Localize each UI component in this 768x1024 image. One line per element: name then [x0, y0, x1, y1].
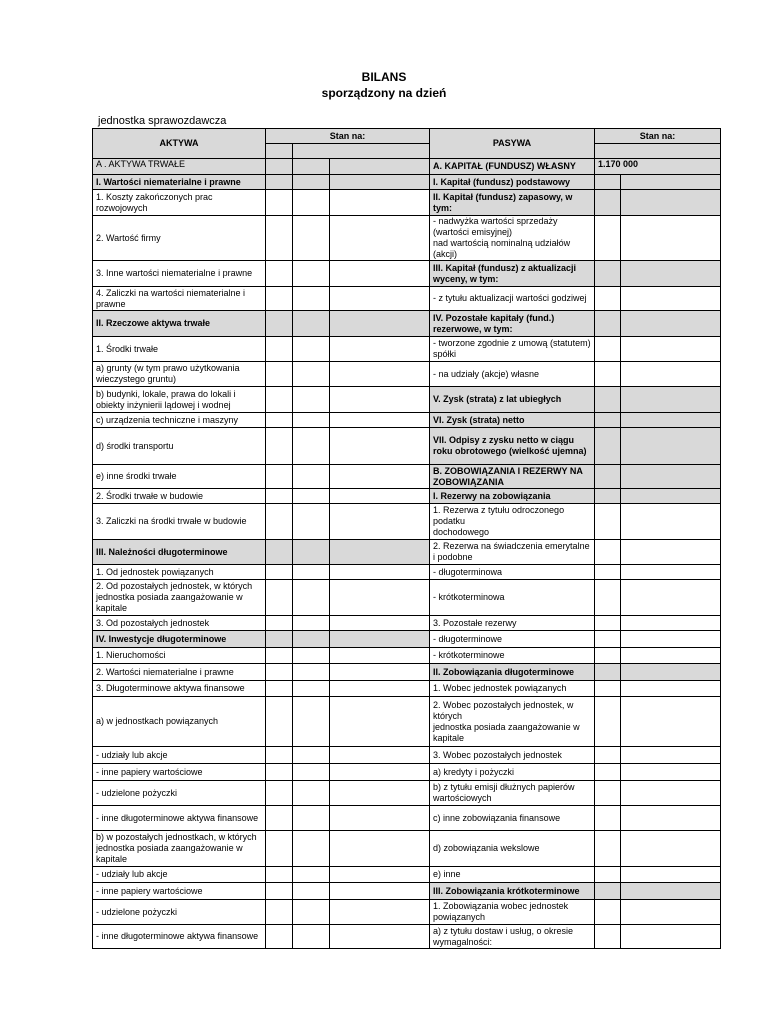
- pasywa-value-cell: [621, 489, 721, 504]
- aktywa-label: d) środki transportu: [93, 428, 266, 465]
- pasywa-value-cell: [621, 337, 721, 362]
- pasywa-value-cell: [621, 781, 721, 806]
- pasywa-label: I. Kapitał (fundusz) podstawowy: [430, 175, 595, 190]
- pasywa-header: PASYWA: [430, 129, 595, 159]
- aktywa-note-cell: [266, 747, 293, 764]
- aktywa-value-cell: [330, 190, 430, 216]
- aktywa-note-cell: [266, 311, 293, 337]
- aktywa-value-cell: [330, 883, 430, 900]
- aktywa-value-cell: [330, 504, 430, 540]
- pasywa-note-cell: [595, 697, 621, 747]
- aktywa-note-cell: [266, 413, 293, 428]
- aktywa-value-cell: [330, 925, 430, 949]
- pasywa-label: 3. Wobec pozostałych jednostek: [430, 747, 595, 764]
- aktywa-note-cell: [266, 465, 293, 489]
- pasywa-label: V. Zysk (strata) z lat ubiegłych: [430, 387, 595, 413]
- table-row: [93, 159, 721, 175]
- pasywa-value-cell: [621, 580, 721, 616]
- pasywa-label: - długoterminowa: [430, 565, 595, 580]
- pasywa-value-cell: [621, 925, 721, 949]
- pasywa-note-cell: [595, 428, 621, 465]
- pasywa-value-cell: [621, 806, 721, 831]
- aktywa-note-cell: [266, 883, 293, 900]
- pasywa-label: A. KAPITAŁ (FUNDUSZ) WŁASNY: [430, 159, 595, 175]
- aktywa-value-cell: [330, 867, 430, 883]
- aktywa-note-cell: [266, 565, 293, 580]
- aktywa-note-cell: [266, 216, 293, 261]
- aktywa-note-cell: [266, 337, 293, 362]
- table-row: [93, 925, 721, 949]
- aktywa-label: IV. Inwestycje długoterminowe: [93, 631, 266, 648]
- aktywa-note-cell: [266, 489, 293, 504]
- pasywa-note-cell: [595, 175, 621, 190]
- table-row: [93, 337, 721, 362]
- aktywa-label: - inne długoterminowe aktywa finansowe: [93, 806, 266, 831]
- aktywa-date-cell: [266, 144, 293, 159]
- pasywa-label: 1. Zobowiązania wobec jednostek powiązanych: [430, 900, 595, 925]
- table-row: [93, 540, 721, 565]
- aktywa-note-cell: [266, 681, 293, 697]
- pasywa-value-cell: [621, 387, 721, 413]
- table-row: [93, 465, 721, 489]
- pasywa-value-cell: [621, 428, 721, 465]
- table-row: [93, 428, 721, 465]
- aktywa-value-cell: [293, 648, 330, 664]
- pasywa-label: VII. Odpisy z zysku netto w ciągu roku obrotowego (wielkość ujemna): [430, 428, 595, 465]
- table-row: [93, 216, 721, 261]
- pasywa-note-cell: [595, 261, 621, 287]
- aktywa-value-cell: [330, 831, 430, 867]
- aktywa-stan-na-header: Stan na:: [266, 129, 430, 144]
- aktywa-value-cell: [293, 764, 330, 781]
- pasywa-label: - tworzone zgodnie z umową (statutem) spółki: [430, 337, 595, 362]
- aktywa-label: b) budynki, lokale, prawa do lokali i obiekty inżynierii lądowej i wodnej: [93, 387, 266, 413]
- table-row: [93, 631, 721, 648]
- pasywa-value-cell: [621, 867, 721, 883]
- pasywa-value-cell: [621, 764, 721, 781]
- pasywa-note-cell: [595, 190, 621, 216]
- pasywa-value-cell: [621, 648, 721, 664]
- aktywa-value-cell: [330, 631, 430, 648]
- header-row: [93, 129, 721, 144]
- aktywa-value-cell: [293, 428, 330, 465]
- table-row: [93, 489, 721, 504]
- aktywa-value-cell: [293, 681, 330, 697]
- aktywa-value-cell: [293, 900, 330, 925]
- aktywa-label: 2. Wartość firmy: [93, 216, 266, 261]
- pasywa-value-cell: 1.170 000: [595, 159, 721, 175]
- pasywa-value-cell: [621, 175, 721, 190]
- aktywa-note-cell: [266, 781, 293, 806]
- pasywa-note-cell: [595, 616, 621, 631]
- aktywa-value-cell: [330, 216, 430, 261]
- pasywa-value-cell: [621, 631, 721, 648]
- aktywa-label: - inne długoterminowe aktywa finansowe: [93, 925, 266, 949]
- pasywa-note-cell: [595, 831, 621, 867]
- aktywa-label: 4. Zaliczki na wartości niematerialne i prawne: [93, 287, 266, 311]
- pasywa-label: a) z tytułu dostaw i usług, o okresie wymagalności:: [430, 925, 595, 949]
- aktywa-note-cell: [266, 387, 293, 413]
- aktywa-value-cell: [330, 565, 430, 580]
- aktywa-label: 3. Inne wartości niematerialne i prawne: [93, 261, 266, 287]
- aktywa-note-cell: [266, 831, 293, 867]
- aktywa-value-cell: [293, 159, 330, 175]
- aktywa-label: I. Wartości niematerialne i prawne: [93, 175, 266, 190]
- table-row: [93, 287, 721, 311]
- document-subtitle: sporządzony na dzień: [321, 86, 447, 100]
- pasywa-label: a) kredyty i pożyczki: [430, 764, 595, 781]
- aktywa-value-cell: [330, 664, 430, 681]
- table-row: [93, 867, 721, 883]
- pasywa-note-cell: [595, 387, 621, 413]
- aktywa-value-cell: [330, 648, 430, 664]
- aktywa-value-cell: [330, 540, 430, 565]
- table-row: [93, 387, 721, 413]
- pasywa-note-cell: [595, 465, 621, 489]
- pasywa-label: B. ZOBOWIĄZANIA I REZERWY NA ZOBOWIĄZANIA: [430, 465, 595, 489]
- aktywa-value-cell: [293, 580, 330, 616]
- aktywa-label: b) w pozostałych jednostkach, w których jednostka posiada zaangażowanie w kapitale: [93, 831, 266, 867]
- table-row: [93, 664, 721, 681]
- pasywa-note-cell: [595, 580, 621, 616]
- reporting-unit-label: jednostka sprawozdawcza: [98, 115, 227, 127]
- pasywa-note-cell: [595, 216, 621, 261]
- pasywa-note-cell: [595, 747, 621, 764]
- pasywa-label: c) inne zobowiązania finansowe: [430, 806, 595, 831]
- pasywa-value-cell: [621, 261, 721, 287]
- pasywa-label: e) inne: [430, 867, 595, 883]
- aktywa-value-cell: [293, 664, 330, 681]
- aktywa-label: II. Rzeczowe aktywa trwałe: [93, 311, 266, 337]
- pasywa-value-cell: [621, 831, 721, 867]
- pasywa-label: - krótkoterminowe: [430, 648, 595, 664]
- aktywa-label: a) grunty (w tym prawo użytkowania wieczystego gruntu): [93, 362, 266, 387]
- pasywa-label: I. Rezerwy na zobowiązania: [430, 489, 595, 504]
- aktywa-note-cell: [266, 806, 293, 831]
- pasywa-value-cell: [621, 565, 721, 580]
- aktywa-value-cell: [293, 175, 330, 190]
- pasywa-stan-na-header: Stan na:: [595, 129, 721, 144]
- aktywa-value-cell: [293, 883, 330, 900]
- pasywa-label: 2. Rezerwa na świadczenia emerytalne i podobne: [430, 540, 595, 565]
- pasywa-note-cell: [595, 664, 621, 681]
- aktywa-label: 2. Od pozostałych jednostek, w których jednostka posiada zaangażowanie w kapitale: [93, 580, 266, 616]
- table-row: [93, 648, 721, 664]
- aktywa-value-cell: [330, 465, 430, 489]
- table-row: [93, 764, 721, 781]
- table-row: [93, 580, 721, 616]
- document-title: BILANS: [361, 70, 407, 84]
- pasywa-note-cell: [595, 648, 621, 664]
- aktywa-value-cell: [330, 489, 430, 504]
- aktywa-value-cell: [293, 867, 330, 883]
- aktywa-label: c) urządzenia techniczne i maszyny: [93, 413, 266, 428]
- aktywa-label: 2. Wartości niematerialne i prawne: [93, 664, 266, 681]
- pasywa-value-cell: [621, 681, 721, 697]
- aktywa-label: 2. Środki trwałe w budowie: [93, 489, 266, 504]
- aktywa-value-cell: [293, 616, 330, 631]
- aktywa-note-cell: [266, 287, 293, 311]
- aktywa-value-cell: [293, 489, 330, 504]
- aktywa-note-cell: [266, 900, 293, 925]
- aktywa-label: III. Należności długoterminowe: [93, 540, 266, 565]
- pasywa-note-cell: [595, 489, 621, 504]
- pasywa-note-cell: [595, 504, 621, 540]
- pasywa-note-cell: [595, 287, 621, 311]
- aktywa-label: - udziały lub akcje: [93, 867, 266, 883]
- table-row: [93, 697, 721, 747]
- table-row: [93, 175, 721, 190]
- aktywa-value-cell: [293, 504, 330, 540]
- table-row: [93, 504, 721, 540]
- pasywa-note-cell: [595, 337, 621, 362]
- aktywa-value-cell: [330, 781, 430, 806]
- pasywa-note-cell: [595, 311, 621, 337]
- aktywa-value-cell: [293, 362, 330, 387]
- aktywa-value-cell: [293, 925, 330, 949]
- table-row: [93, 362, 721, 387]
- aktywa-label: a) w jednostkach powiązanych: [93, 697, 266, 747]
- pasywa-note-cell: [595, 362, 621, 387]
- aktywa-label: A . AKTYWA TRWAŁE: [93, 159, 266, 175]
- pasywa-label: - długoterminowe: [430, 631, 595, 648]
- pasywa-label: VI. Zysk (strata) netto: [430, 413, 595, 428]
- table-row: [93, 781, 721, 806]
- aktywa-value-cell: [293, 631, 330, 648]
- pasywa-label: d) zobowiązania wekslowe: [430, 831, 595, 867]
- aktywa-value-cell: [330, 413, 430, 428]
- aktywa-note-cell: [266, 362, 293, 387]
- aktywa-value-cell: [330, 287, 430, 311]
- aktywa-note-cell: [266, 580, 293, 616]
- aktywa-label: 3. Od pozostałych jednostek: [93, 616, 266, 631]
- table-row: [93, 311, 721, 337]
- pasywa-value-cell: [621, 883, 721, 900]
- pasywa-note-cell: [595, 540, 621, 565]
- pasywa-value-cell: [621, 697, 721, 747]
- aktywa-value-cell: [330, 747, 430, 764]
- aktywa-value-cell: [330, 900, 430, 925]
- aktywa-note-cell: [266, 664, 293, 681]
- table-row: [93, 831, 721, 867]
- pasywa-note-cell: [595, 781, 621, 806]
- aktywa-value-cell: [293, 387, 330, 413]
- aktywa-label: - udziały lub akcje: [93, 747, 266, 764]
- pasywa-value-cell: [621, 465, 721, 489]
- aktywa-value-cell: [293, 465, 330, 489]
- aktywa-label: 1. Koszty zakończonych prac rozwojowych: [93, 190, 266, 216]
- aktywa-label: 1. Od jednostek powiązanych: [93, 565, 266, 580]
- table-row: [93, 883, 721, 900]
- aktywa-value-cell: [330, 428, 430, 465]
- aktywa-value-cell: [293, 565, 330, 580]
- aktywa-value-cell: [293, 216, 330, 261]
- aktywa-note-cell: [266, 175, 293, 190]
- aktywa-note-cell: [266, 504, 293, 540]
- pasywa-value-cell: [621, 413, 721, 428]
- aktywa-note-cell: [266, 190, 293, 216]
- aktywa-value-cell: [293, 190, 330, 216]
- pasywa-value-cell: [621, 747, 721, 764]
- aktywa-label: 1. Środki trwałe: [93, 337, 266, 362]
- aktywa-value-cell: [293, 287, 330, 311]
- aktywa-value-cell: [330, 616, 430, 631]
- pasywa-value-cell: [621, 900, 721, 925]
- table-row: [93, 616, 721, 631]
- pasywa-note-cell: [595, 806, 621, 831]
- pasywa-label: 3. Pozostałe rezerwy: [430, 616, 595, 631]
- pasywa-note-cell: [595, 631, 621, 648]
- aktywa-note-cell: [266, 764, 293, 781]
- pasywa-label: II. Zobowiązania długoterminowe: [430, 664, 595, 681]
- pasywa-value-cell: [621, 540, 721, 565]
- aktywa-label: 1. Nieruchomości: [93, 648, 266, 664]
- aktywa-value-cell: [330, 681, 430, 697]
- table-row: [93, 565, 721, 580]
- aktywa-label: - udzielone pożyczki: [93, 900, 266, 925]
- aktywa-value-cell: [293, 697, 330, 747]
- aktywa-value-cell: [293, 747, 330, 764]
- aktywa-value-cell: [293, 781, 330, 806]
- table-row: [93, 261, 721, 287]
- table-row: [93, 806, 721, 831]
- aktywa-header: AKTYWA: [93, 129, 266, 159]
- aktywa-value-cell: [330, 362, 430, 387]
- aktywa-label: - udzielone pożyczki: [93, 781, 266, 806]
- pasywa-label: IV. Pozostałe kapitały (fund.) rezerwowe, w tym:: [430, 311, 595, 337]
- aktywa-label: 3. Długoterminowe aktywa finansowe: [93, 681, 266, 697]
- aktywa-value-cell: [330, 806, 430, 831]
- aktywa-date-cell: [293, 144, 430, 159]
- pasywa-label: II. Kapitał (fundusz) zapasowy, w tym:: [430, 190, 595, 216]
- aktywa-value-cell: [330, 261, 430, 287]
- pasywa-date-cell: [595, 144, 721, 159]
- aktywa-note-cell: [266, 631, 293, 648]
- aktywa-note-cell: [266, 867, 293, 883]
- pasywa-value-cell: [621, 362, 721, 387]
- aktywa-value-cell: [293, 311, 330, 337]
- pasywa-note-cell: [595, 883, 621, 900]
- aktywa-label: e) inne środki trwałe: [93, 465, 266, 489]
- aktywa-value-cell: [293, 540, 330, 565]
- table-row: [93, 900, 721, 925]
- pasywa-label: - krótkoterminowa: [430, 580, 595, 616]
- aktywa-value-cell: [330, 697, 430, 747]
- pasywa-note-cell: [595, 413, 621, 428]
- pasywa-note-cell: [595, 681, 621, 697]
- aktywa-value-cell: [293, 337, 330, 362]
- pasywa-note-cell: [595, 900, 621, 925]
- aktywa-label: 3. Zaliczki na środki trwałe w budowie: [93, 504, 266, 540]
- pasywa-label: III. Zobowiązania krótkoterminowe: [430, 883, 595, 900]
- pasywa-value-cell: [621, 311, 721, 337]
- aktywa-value-cell: [330, 387, 430, 413]
- aktywa-value-cell: [293, 413, 330, 428]
- pasywa-note-cell: [595, 764, 621, 781]
- aktywa-note-cell: [266, 428, 293, 465]
- aktywa-value-cell: [293, 831, 330, 867]
- pasywa-label: 1. Wobec jednostek powiązanych: [430, 681, 595, 697]
- pasywa-value-cell: [621, 190, 721, 216]
- pasywa-label: - z tytułu aktualizacji wartości godziwej: [430, 287, 595, 311]
- aktywa-value-cell: [330, 580, 430, 616]
- balance-sheet-table: [92, 128, 721, 949]
- aktywa-note-cell: [266, 616, 293, 631]
- aktywa-label: - inne papiery wartościowe: [93, 883, 266, 900]
- table-row: [93, 190, 721, 216]
- pasywa-value-cell: [621, 216, 721, 261]
- aktywa-value-cell: [330, 175, 430, 190]
- aktywa-value-cell: [293, 806, 330, 831]
- pasywa-label: 1. Rezerwa z tytułu odroczonego podatku dochodowego: [430, 504, 595, 540]
- pasywa-label: - na udziały (akcje) własne: [430, 362, 595, 387]
- pasywa-label: - nadwyżka wartości sprzedaży (wartości emisyjnej) nad wartością nominalną udziałów (akcji): [430, 216, 595, 261]
- aktywa-value-cell: [330, 311, 430, 337]
- aktywa-value-cell: [330, 337, 430, 362]
- pasywa-value-cell: [621, 287, 721, 311]
- table-row: [93, 681, 721, 697]
- pasywa-note-cell: [595, 925, 621, 949]
- table-row: [93, 413, 721, 428]
- pasywa-note-cell: [595, 867, 621, 883]
- aktywa-note-cell: [266, 159, 293, 175]
- aktywa-note-cell: [266, 697, 293, 747]
- table-row: [93, 747, 721, 764]
- aktywa-note-cell: [266, 925, 293, 949]
- pasywa-value-cell: [621, 664, 721, 681]
- aktywa-value-cell: [330, 159, 430, 175]
- pasywa-note-cell: [595, 565, 621, 580]
- pasywa-label: III. Kapitał (fundusz) z aktualizacji wyceny, w tym:: [430, 261, 595, 287]
- pasywa-label: b) z tytułu emisji dłużnych papierów wartościowych: [430, 781, 595, 806]
- aktywa-note-cell: [266, 540, 293, 565]
- aktywa-value-cell: [293, 261, 330, 287]
- aktywa-note-cell: [266, 648, 293, 664]
- pasywa-value-cell: [621, 616, 721, 631]
- aktywa-note-cell: [266, 261, 293, 287]
- aktywa-value-cell: [330, 764, 430, 781]
- pasywa-value-cell: [621, 504, 721, 540]
- aktywa-label: - inne papiery wartościowe: [93, 764, 266, 781]
- pasywa-label: 2. Wobec pozostałych jednostek, w których jednostka posiada zaangażowanie w kapitale: [430, 697, 595, 747]
